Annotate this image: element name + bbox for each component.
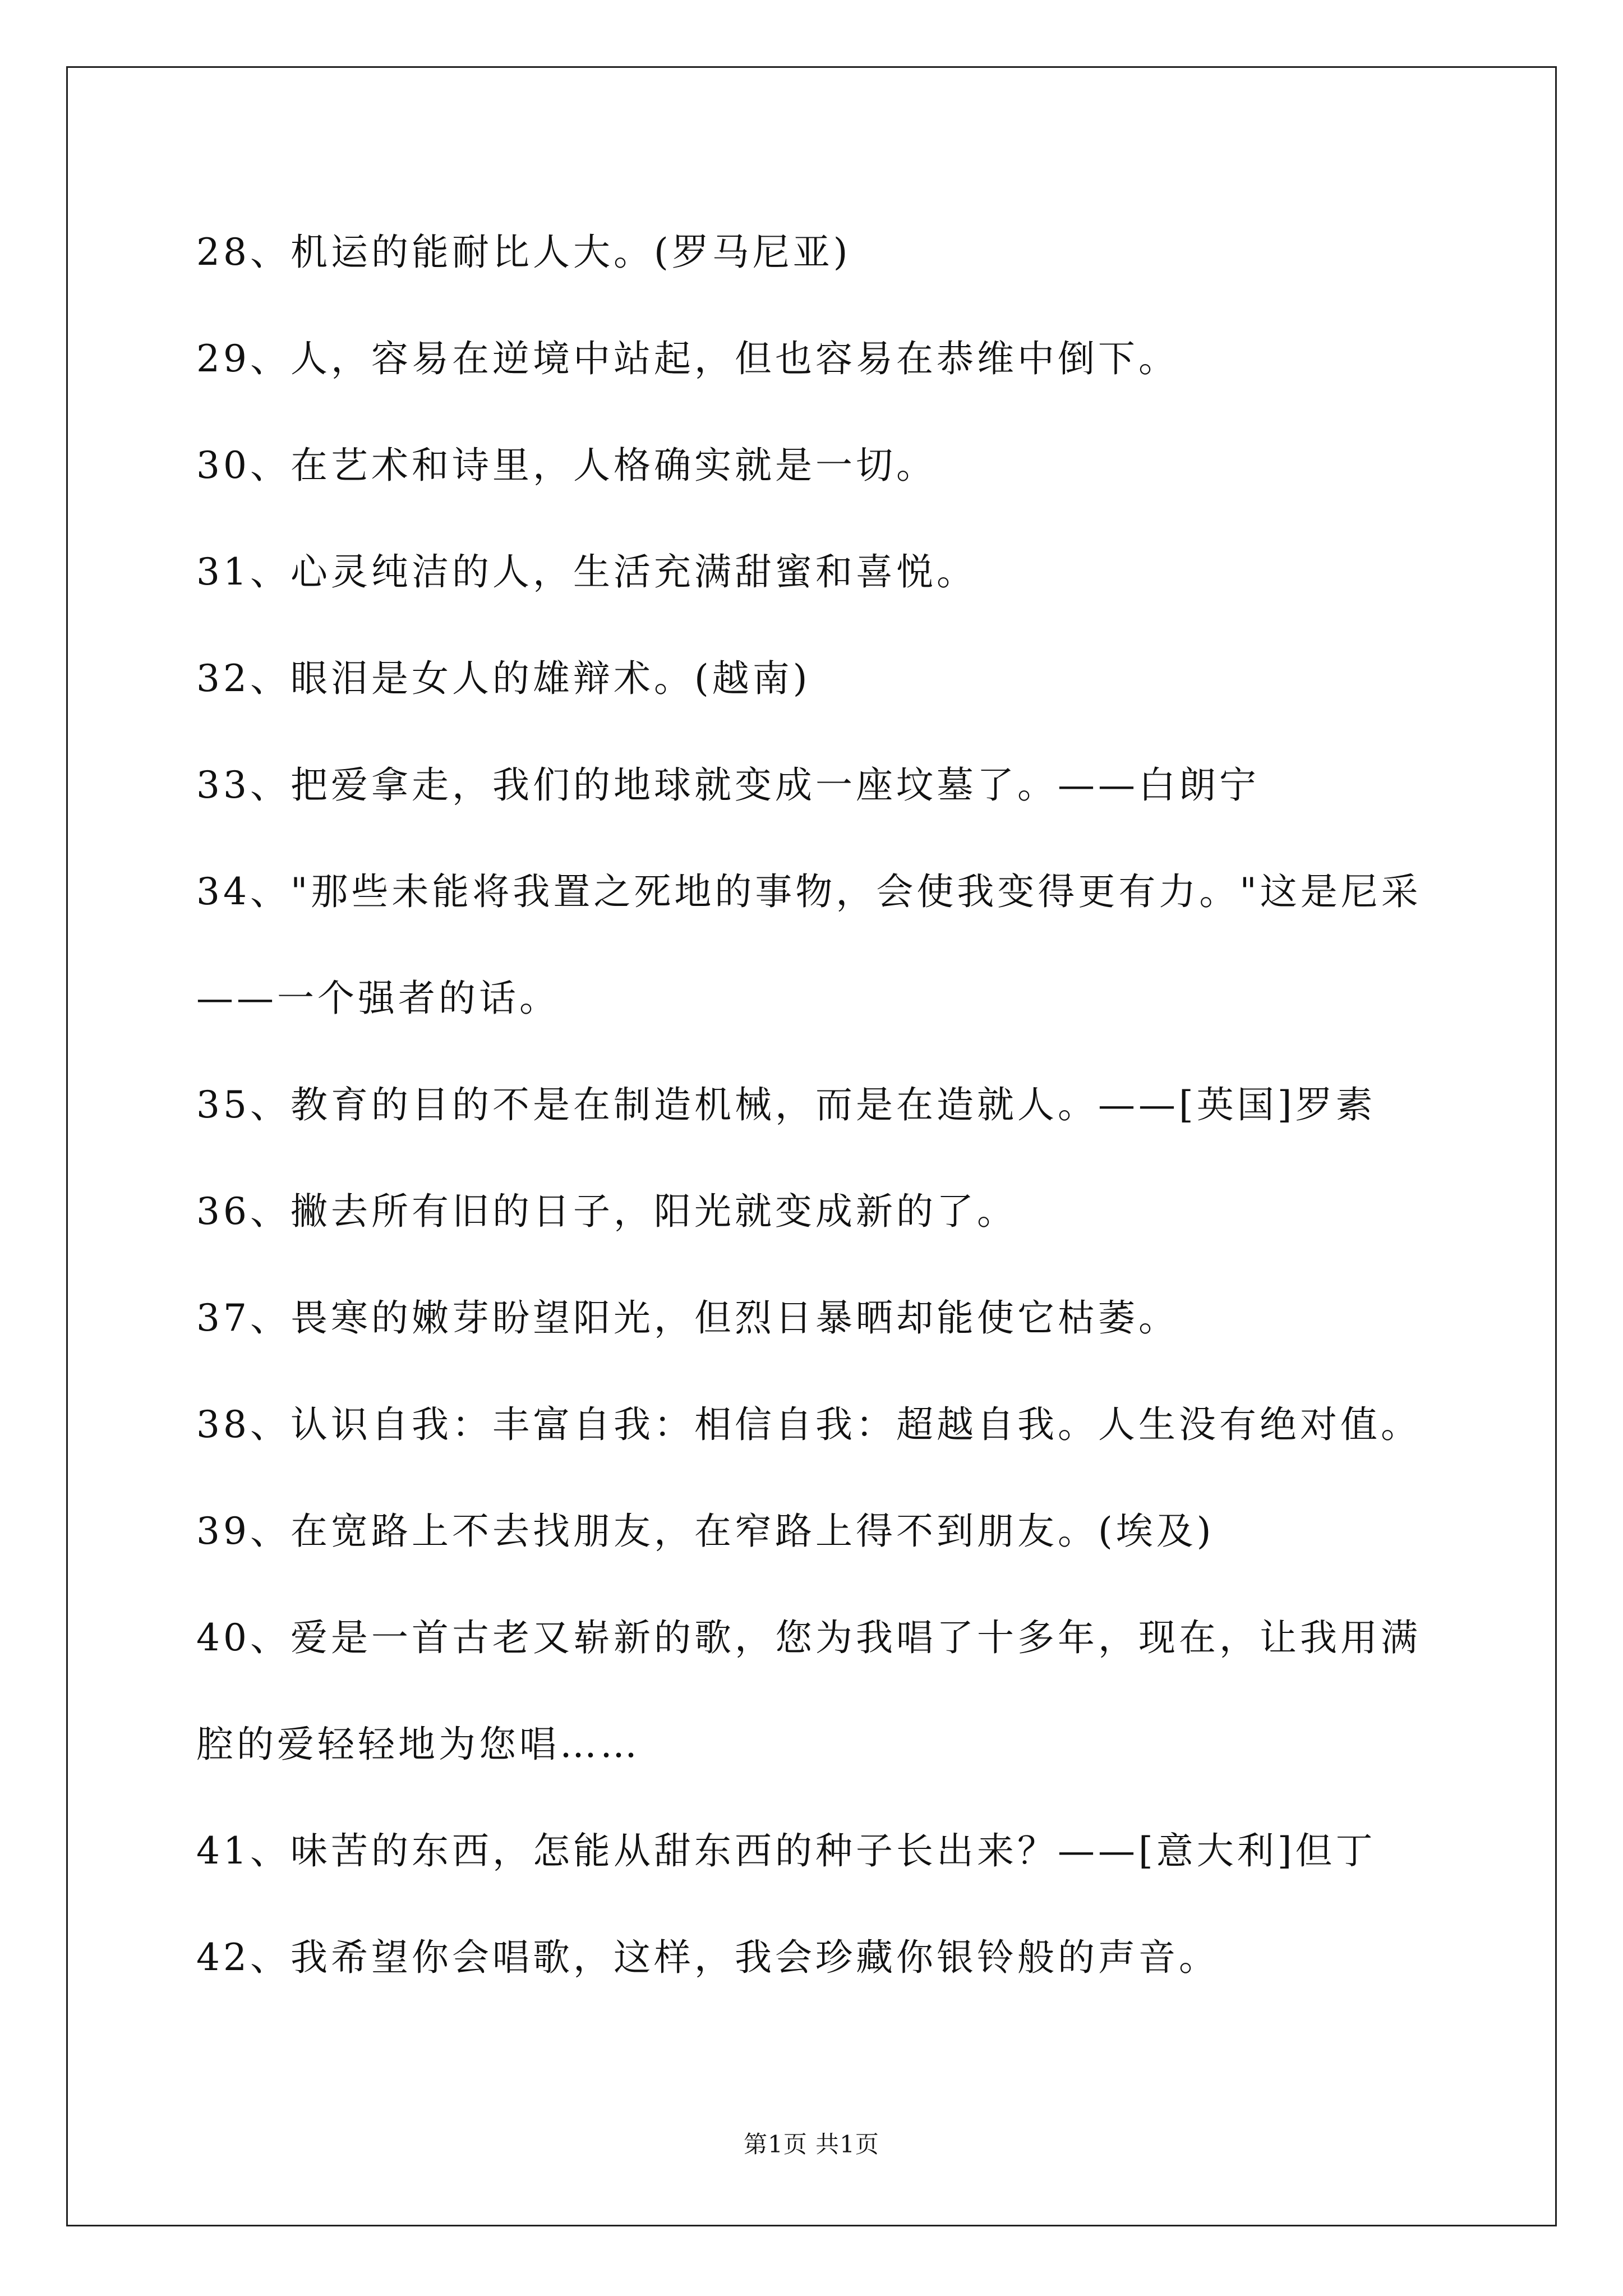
text-line: 34、"那些未能将我置之死地的事物，会使我变得更有力。"这是尼采 — [196, 870, 1422, 913]
text-line: 36、撇去所有旧的日子，阳光就变成新的了。 — [196, 1190, 1017, 1233]
text-line: 39、在宽路上不去找朋友，在窄路上得不到朋友。(埃及) — [196, 1510, 1215, 1553]
text-line: 28、机运的能耐比人大。(罗马尼亚) — [196, 231, 851, 274]
text-line: 42、我希望你会唱歌，这样，我会珍藏你银铃般的声音。 — [196, 1936, 1219, 1979]
text-line: 30、在艺术和诗里，人格确实就是一切。 — [196, 444, 937, 487]
text-line: 40、爱是一首古老又崭新的歌，您为我唱了十多年，现在，让我用满 — [196, 1616, 1421, 1659]
text-line: 29、人，容易在逆境中站起，但也容易在恭维中倒下。 — [196, 337, 1179, 380]
text-line: 37、畏寒的嫩芽盼望阳光，但烈日暴晒却能使它枯萎。 — [196, 1296, 1179, 1340]
text-line: 33、把爱拿走，我们的地球就变成一座坟墓了。——白朗宁 — [196, 763, 1260, 807]
text-line: 腔的爱轻轻地为您唱…… — [196, 1723, 640, 1766]
text-line: 38、认识自我：丰富自我：相信自我：超越自我。人生没有绝对值。 — [196, 1403, 1421, 1446]
page-border — [66, 66, 1557, 2226]
text-line: 31、心灵纯洁的人，生活充满甜蜜和喜悦。 — [196, 550, 977, 593]
page-footer: 第1页 共1页 — [744, 2131, 879, 2158]
text-line: 41、味苦的东西，怎能从甜东西的种子长出来？——[意大利]但丁 — [196, 1829, 1376, 1872]
text-line: 35、教育的目的不是在制造机械，而是在造就人。——[英国]罗素 — [196, 1083, 1376, 1126]
text-line: ——一个强者的话。 — [196, 977, 560, 1020]
text-line: 32、眼泪是女人的雄辩术。(越南) — [196, 657, 811, 700]
